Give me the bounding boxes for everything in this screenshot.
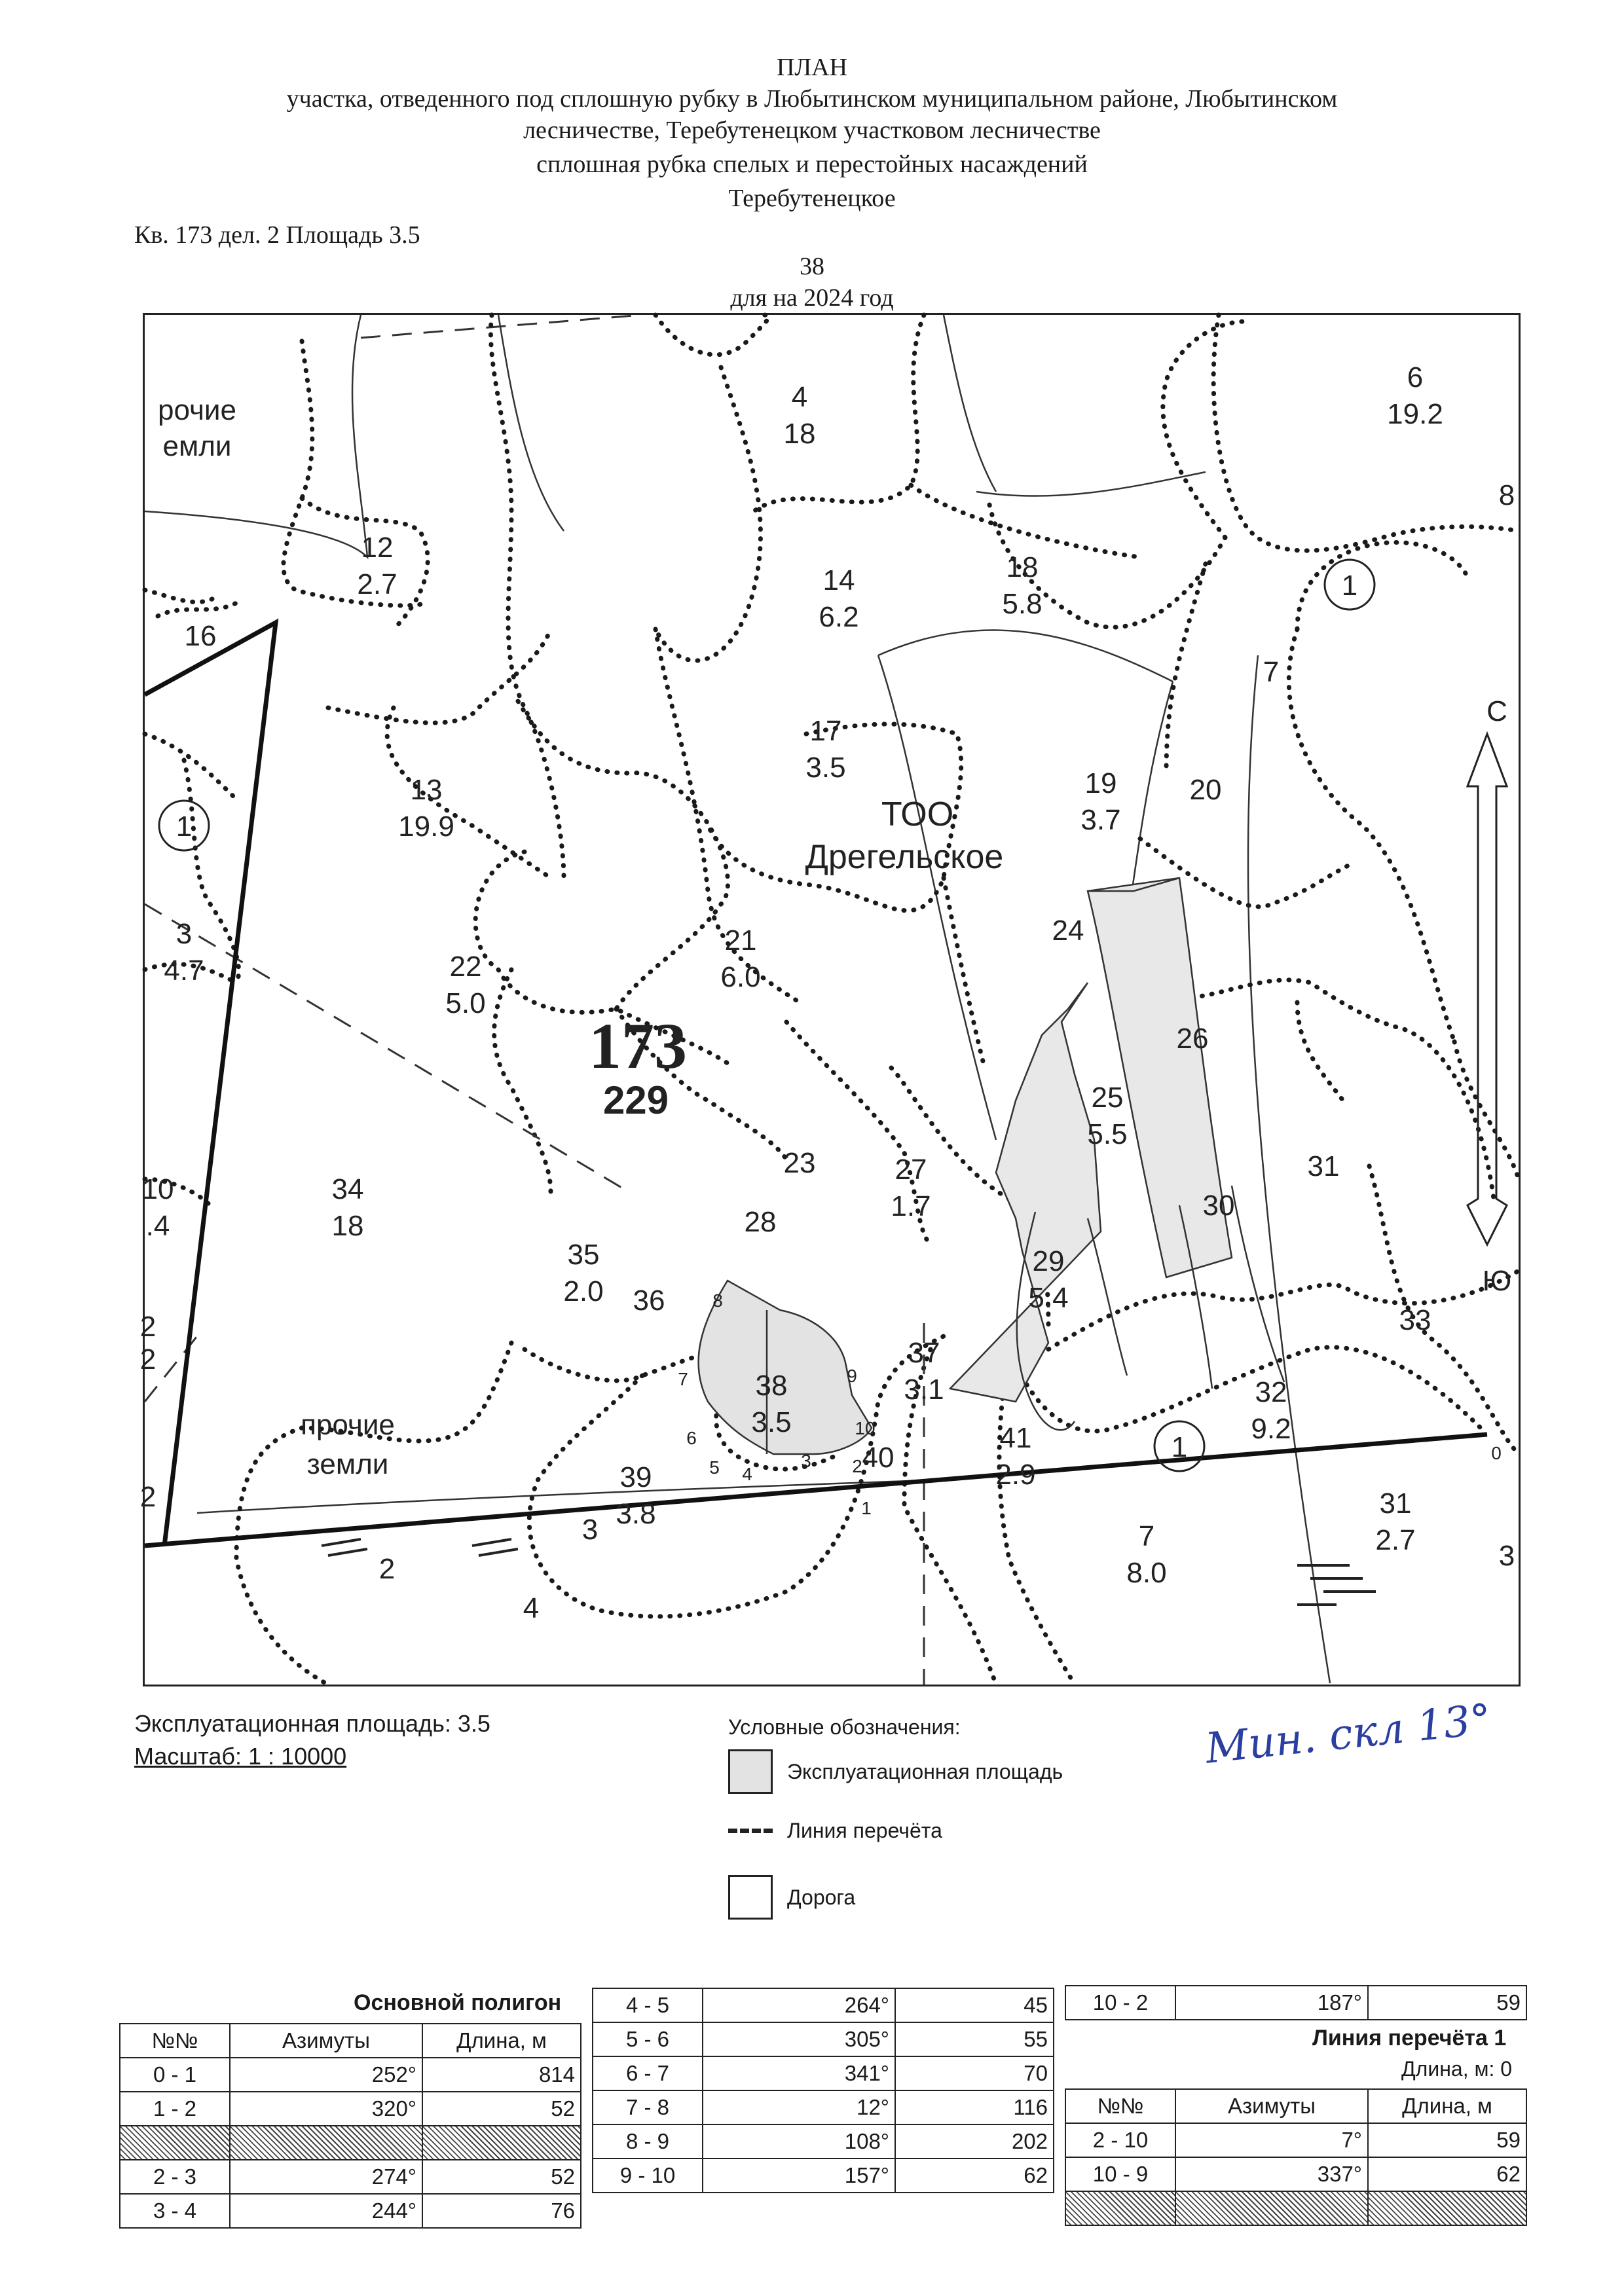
- stand-number: 20: [1189, 774, 1222, 806]
- plot-area: 5.0: [445, 987, 486, 1019]
- table-cell: 187°: [1175, 1986, 1368, 2020]
- quarter-number: 173: [589, 1010, 687, 1082]
- plot-number: 22: [449, 951, 482, 983]
- table-cell: 52: [422, 2092, 581, 2126]
- plot-number: 31: [1379, 1487, 1412, 1520]
- plot-area: 3.7: [1080, 804, 1121, 836]
- other-lands-label: емли: [162, 430, 232, 462]
- strip-edge: [1088, 1218, 1127, 1376]
- north-label: С: [1486, 695, 1507, 727]
- polygon-point-label: 7: [678, 1369, 688, 1389]
- table-cell: 3 - 4: [120, 2194, 230, 2228]
- plot-area: 3.8: [616, 1498, 656, 1530]
- plot-number: 7: [1138, 1520, 1155, 1552]
- polygon-point-label: 4: [742, 1464, 752, 1484]
- table-cell: 59: [1368, 1986, 1526, 2020]
- stand-boundary: [1289, 629, 1454, 1042]
- table-separator: [120, 2126, 581, 2160]
- stand-number: 31: [1307, 1150, 1340, 1182]
- plan-title: ПЛАН: [776, 54, 848, 81]
- stand-number: 7: [1263, 656, 1280, 688]
- stand-number: 2: [378, 1553, 396, 1585]
- polygon-point-label: 10: [855, 1418, 876, 1438]
- legend-label: Линия перечёта: [787, 1819, 942, 1842]
- stand-number: 30: [1202, 1190, 1235, 1222]
- table-cell: 341°: [703, 2056, 895, 2090]
- stand-boundary: [1163, 321, 1245, 538]
- legend-dash-icon: [728, 1829, 773, 1833]
- table-cell: 264°: [703, 1988, 895, 2022]
- main-polygon-table-continued: [592, 1988, 1054, 2193]
- plot-number: 25: [1091, 1082, 1124, 1114]
- stand-number: 2: [139, 1481, 157, 1513]
- other-lands-label: прочие: [301, 1409, 395, 1441]
- exploitation-area-text: Эксплуатационная площадь: 3.5: [134, 1710, 490, 1737]
- stand-boundary: [284, 341, 426, 606]
- table-row: [593, 2124, 1054, 2159]
- plot-area: 18: [783, 418, 816, 450]
- polygon-point-label: 1: [861, 1498, 872, 1518]
- legend-label: Дорога: [787, 1885, 856, 1909]
- plot-number: 19: [1084, 767, 1117, 799]
- boundary-line: [498, 315, 564, 531]
- stand-boundary: [1369, 1166, 1519, 1454]
- table-cell: 116: [895, 2090, 1054, 2124]
- stand-number: 2: [139, 1343, 157, 1376]
- legend-item-tally: [728, 1819, 942, 1843]
- boundary-line: [976, 472, 1206, 496]
- polygon-last-row-table: [1065, 1985, 1527, 2020]
- table-cell: 45: [895, 1988, 1054, 2022]
- plan-number: 38: [800, 253, 824, 280]
- handwritten-note: Мин. скл 13°: [1203, 1695, 1494, 1774]
- plot-area: 3.1: [904, 1374, 944, 1406]
- table-cell: 320°: [230, 2092, 422, 2126]
- table-cell: 252°: [230, 2058, 422, 2092]
- quarter-info: Кв. 173 дел. 2 Площадь 3.5: [134, 221, 420, 249]
- table-cell: 59: [1368, 2123, 1526, 2157]
- strip-edge: [1232, 1186, 1284, 1382]
- forest-plan-map: [139, 313, 1521, 1686]
- table-cell: 12°: [703, 2090, 895, 2124]
- table-cell: 6 - 7: [593, 2056, 703, 2090]
- table-row: [593, 2056, 1054, 2090]
- stand-boundary: [518, 701, 728, 1009]
- plot-area: 5.4: [1028, 1282, 1069, 1314]
- plot-area: 2.9: [995, 1459, 1036, 1491]
- tally-line: [145, 904, 629, 1192]
- plot-area: 19.2: [1387, 398, 1443, 430]
- polygon-point-label: 6: [686, 1428, 697, 1448]
- plot-area: 4.7: [164, 955, 204, 987]
- table-row: [593, 2159, 1054, 2193]
- table-cell: 9 - 10: [593, 2159, 703, 2193]
- stand-boundary: [236, 1343, 511, 1685]
- table-header: Длина, м: [1368, 2089, 1526, 2123]
- table-cell: 76: [422, 2194, 581, 2228]
- plot-area: 18: [331, 1210, 364, 1242]
- plan-subtitle-2: лесничестве, Теребутенецком участковом лесничестве: [523, 117, 1101, 144]
- stand-number: 36: [633, 1285, 665, 1317]
- stand-boundary: [1166, 564, 1206, 773]
- map-canvas: [139, 315, 1519, 1685]
- table-cell: 7 - 8: [593, 2090, 703, 2124]
- table-cell: 2 - 3: [120, 2160, 230, 2194]
- table-cell: 305°: [703, 2022, 895, 2056]
- plot-area: 8.0: [1126, 1557, 1167, 1589]
- company-label: Дрегельское: [805, 838, 1004, 876]
- table-cell: 10 - 9: [1065, 2157, 1175, 2191]
- plot-area: .4: [145, 1210, 170, 1242]
- plot-number: 6: [1407, 361, 1424, 393]
- stand-number: 2: [139, 1311, 157, 1343]
- stand-boundary: [145, 590, 217, 602]
- other-lands-label: земли: [306, 1448, 389, 1480]
- legend-swatch-white: [728, 1875, 773, 1920]
- plot-number: 38: [755, 1370, 788, 1402]
- plot-number: 39: [619, 1461, 652, 1493]
- table-header: Азимуты: [230, 2024, 422, 2058]
- table-row: [593, 2090, 1054, 2124]
- legend-label: Эксплуатационная площадь: [787, 1759, 1063, 1783]
- circle-label: 1: [175, 811, 193, 843]
- table-cell: 0 - 1: [120, 2058, 230, 2092]
- main-polygon-table: [119, 2023, 581, 2229]
- table-cell: 62: [1368, 2157, 1526, 2191]
- plot-area: 2.7: [1375, 1524, 1416, 1556]
- table-cell: 244°: [230, 2194, 422, 2228]
- table-cell: 5 - 6: [593, 2022, 703, 2056]
- stand-boundary: [1009, 1347, 1481, 1431]
- polygon-point-label: 5: [709, 1457, 720, 1478]
- other-lands-label: рочие: [158, 394, 236, 426]
- stand-boundary: [1297, 1002, 1343, 1101]
- plot-area: 6.0: [720, 961, 761, 993]
- south-label: Ю: [1482, 1265, 1512, 1297]
- quarter-area: 229: [602, 1078, 669, 1122]
- table-cell: 274°: [230, 2160, 422, 2194]
- table-row: [120, 2194, 581, 2228]
- plot-number: 32: [1255, 1376, 1287, 1408]
- stand-boundary: [328, 629, 551, 723]
- plot-area: 3.5: [805, 752, 846, 784]
- plan-subtitle-3: сплошная рубка спелых и перестойных насаждений: [536, 151, 1088, 178]
- stand-boundary: [655, 315, 769, 355]
- legend-swatch-grey: [728, 1749, 773, 1794]
- main-polygon-title: Основной полигон: [354, 1990, 562, 2015]
- table-cell: 7°: [1175, 2123, 1368, 2157]
- legend-title: Условные обозначения:: [728, 1715, 961, 1739]
- table-cell: 8 - 9: [593, 2124, 703, 2159]
- stand-boundary: [944, 878, 983, 1061]
- plot-area: 9.2: [1251, 1413, 1291, 1445]
- table-cell: 108°: [703, 2124, 895, 2159]
- table-header: Длина, м: [422, 2024, 581, 2058]
- plot-area: 5.8: [1002, 588, 1043, 620]
- polygon-point-label: 3: [801, 1451, 811, 1471]
- plot-number: 41: [999, 1422, 1032, 1454]
- polygon-point-label: 2: [852, 1456, 862, 1476]
- polygon-point-label: 8: [712, 1290, 723, 1311]
- table-header: Азимуты: [1175, 2089, 1368, 2123]
- stand-boundary: [184, 760, 239, 983]
- stand-boundary: [494, 970, 551, 1192]
- table-cell: 10 - 2: [1065, 1986, 1175, 2020]
- plot-number: 34: [331, 1173, 364, 1205]
- stand-boundary: [1048, 1271, 1519, 1349]
- stand-number: 33: [1399, 1304, 1431, 1336]
- stand-boundary: [655, 367, 760, 661]
- stand-number: 4: [523, 1592, 540, 1624]
- table-cell: 157°: [703, 2159, 895, 2193]
- table-cell: 2 - 10: [1065, 2123, 1175, 2157]
- plot-number: 10: [141, 1173, 174, 1205]
- plot-area: 2.0: [563, 1275, 604, 1307]
- circle-label: 1: [1341, 570, 1358, 602]
- plot-number: 29: [1032, 1245, 1065, 1277]
- plan-subtitle-1: участка, отведенного под сплошную рубку в Любытинском муниципальном районе, Любытинском: [286, 85, 1338, 113]
- stand-number: 28: [744, 1206, 777, 1238]
- legend-item-road: [728, 1875, 855, 1920]
- water-symbol-icon: [322, 1539, 1376, 1605]
- stand-boundary: [754, 315, 924, 511]
- boundary-line: [878, 655, 996, 1140]
- plot-number: 27: [895, 1154, 927, 1186]
- plan-subtitle-4: Теребутенецкое: [728, 185, 896, 212]
- tally-line-length: Длина, м: 0: [1401, 2057, 1513, 2081]
- plot-number: 37: [908, 1337, 940, 1369]
- stand-number: 3: [581, 1514, 599, 1546]
- table-row: [1065, 1986, 1526, 2020]
- plot-number: 3: [175, 918, 193, 950]
- plot-number: 18: [1006, 551, 1039, 583]
- stand-boundary: [1213, 315, 1519, 551]
- stand-boundary: [1297, 542, 1467, 629]
- table-row: [120, 2092, 581, 2126]
- table-cell: 202: [895, 2124, 1054, 2159]
- stand-number: 26: [1176, 1023, 1209, 1055]
- circle-label: 1: [1171, 1431, 1188, 1463]
- table-header: №№: [120, 2024, 230, 2058]
- tally-line-title: Линия перечёта 1: [1312, 2026, 1507, 2050]
- table-cell: 52: [422, 2160, 581, 2194]
- plot-area: 6.2: [819, 601, 859, 633]
- boundary-line: [197, 1480, 931, 1513]
- table-separator: [1065, 2191, 1526, 2225]
- stand-number: 8: [1498, 479, 1515, 511]
- stand-number: 40: [862, 1442, 895, 1474]
- stand-number: 23: [783, 1147, 816, 1179]
- tally-line-table: [1065, 2088, 1527, 2226]
- table-cell: 55: [895, 2022, 1054, 2056]
- table-header-row: [120, 2024, 581, 2058]
- stand-boundary: [490, 315, 564, 878]
- table-cell: 4 - 5: [593, 1988, 703, 2022]
- quarter-boundary-west: [145, 623, 276, 1546]
- plot-number: 4: [791, 381, 808, 413]
- stand-number: 3: [1498, 1540, 1515, 1572]
- table-cell: 337°: [1175, 2157, 1368, 2191]
- stand-number: 16: [184, 620, 217, 652]
- plot-number: 14: [822, 564, 855, 596]
- exploitation-area-24: [950, 983, 1101, 1402]
- table-row: [1065, 2157, 1526, 2191]
- boundary-line: [944, 315, 996, 492]
- plot-number: 17: [809, 715, 842, 747]
- company-label: ТОО: [881, 795, 954, 833]
- table-cell: 814: [422, 2058, 581, 2092]
- plot-area: 1.7: [891, 1190, 931, 1222]
- table-cell: 1 - 2: [120, 2092, 230, 2126]
- table-header-row: [1065, 2089, 1526, 2123]
- plan-year: для на 2024 год: [730, 284, 894, 312]
- plot-number: 13: [410, 774, 443, 806]
- plot-number: 35: [567, 1239, 600, 1271]
- plot-number: 21: [724, 924, 757, 957]
- plot-area: 3.5: [751, 1406, 792, 1438]
- table-row: [1065, 2123, 1526, 2157]
- legend-item-exploitation: [728, 1749, 1063, 1794]
- table-cell: 70: [895, 2056, 1054, 2090]
- stand-boundary: [302, 498, 428, 629]
- table-row: [593, 1988, 1054, 2022]
- scale-text: Масштаб: 1 : 10000: [134, 1743, 347, 1770]
- table-row: [120, 2058, 581, 2092]
- table-header: №№: [1065, 2089, 1175, 2123]
- plot-area: 5.5: [1087, 1118, 1128, 1150]
- plot-area: 19.9: [398, 811, 454, 843]
- boundary-line: [878, 630, 1173, 682]
- polygon-point-label: 0: [1491, 1443, 1502, 1463]
- table-row: [120, 2160, 581, 2194]
- polygon-point-label: 9: [847, 1366, 857, 1386]
- plot-area: 2.7: [357, 568, 397, 600]
- plot-number: 12: [361, 532, 394, 564]
- table-cell: 62: [895, 2159, 1054, 2193]
- stand-number: 24: [1052, 915, 1084, 947]
- stand-boundary: [158, 603, 236, 616]
- table-row: [593, 2022, 1054, 2056]
